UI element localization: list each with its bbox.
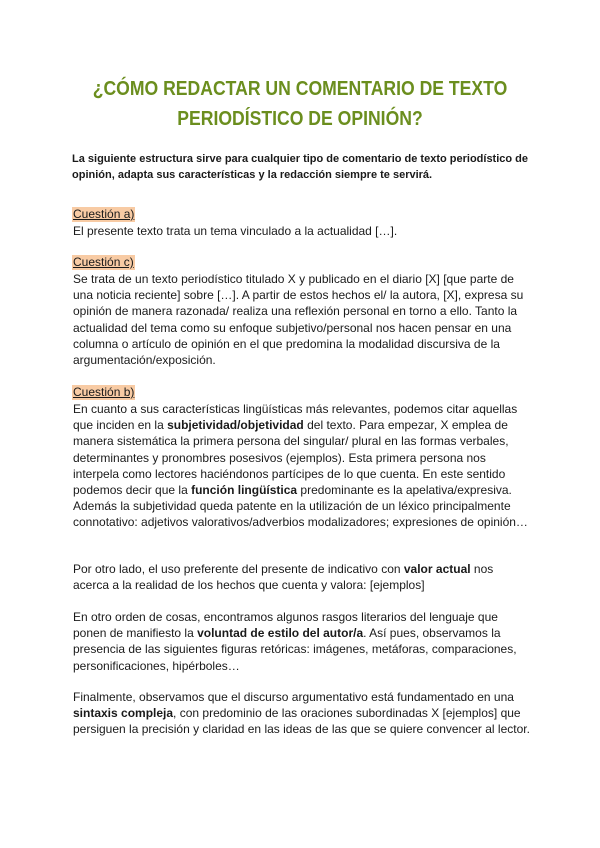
keyword-sintaxis-compleja: sintaxis compleja [73, 706, 174, 721]
title-line-1: ¿CÓMO REDACTAR UN COMENTARIO DE TEXTO [92, 78, 508, 100]
paragraph-b-estilo: En otro orden de cosas, encontramos algunos rasgos literarios del lenguaje que ponen de manifiesto la voluntad de estilo del autor/a. Así pues, observamos la presencia de las siguientes figuras retóricas: imágenes, metáforas, comparaciones, personificaciones, hipérboles… [73, 610, 517, 673]
paragraph-cuestion-c: Se trata de un texto periodístico titulado X y publicado en el diario [X] [que parte de una noticia reciente] sobre […]. A partir de estos hechos el/ la autora, [X], expresa su opinión de manera razonada/ realiza una reflexión personal en torno a ello. Tanto la actualidad del tema como su enfoque subjetivo/personal nos hacen pensar en una columna o artículo de opinión en el que predomina la modalidad discursiva de la argumentación/exposición. [73, 272, 524, 368]
heading-cuestion-b: Cuestión b) [73, 385, 135, 399]
keyword-funcion-linguistica: función lingüística [191, 483, 298, 498]
paragraph-cuestion-a: El presente texto trata un tema vinculado a la actualidad […]. [73, 224, 398, 238]
heading-cuestion-c: Cuestión c) [73, 255, 134, 269]
paragraph-b-sintaxis: Finalmente, observamos que el discurso argumentativo está fundamentado en una sintaxis compleja, con predominio de las oraciones subordinadas X [ejemplos] que persiguen la precisión y claridad en las ideas de las que se quiere convencer al lector. [73, 690, 530, 737]
keyword-valor-actual: valor actual [403, 562, 471, 576]
keyword-subjetividad: subjetividad/objetividad [167, 418, 304, 433]
keyword-voluntad-estilo: voluntad de estilo del autor/a [197, 626, 364, 641]
document-title [89, 74, 511, 134]
paragraph-b-presente: Por otro lado, el uso preferente del presente de indicativo con valor actual nos acerca a la realidad de los hechos que cuenta y valora: [ejemplos] [73, 562, 494, 593]
heading-cuestion-a: Cuestión a) [73, 207, 135, 221]
title-line-2: PERIODÍSTICO DE OPINIÓN? [177, 108, 423, 130]
intro-text: La siguiente estructura sirve para cualquier tipo de comentario de texto periodístico de opinión, adapta sus características y la redacción siempre te servirá. [72, 153, 529, 181]
paragraph-b-caracteristicas: En cuanto a sus características lingüísticas más relevantes, podemos citar aquellas que inciden en la subjetividad/objetividad del texto. Para empezar, X emplea de manera sistemática la primera persona del singular/ plural en las formas verbales, determinantes y pronombres posesivos (ejemplos). Esta primera persona nos interpela como lectores haciéndonos partícipes de lo que cuenta. En este sentido podemos decir que la función lingüística predominante es la apelativa/expresiva. Además la subjetividad queda patente en la utilización de un léxico principalmente connotativo: adjetivos valorativos/adverbios modalizadores; expresiones de opinión… [73, 402, 528, 530]
